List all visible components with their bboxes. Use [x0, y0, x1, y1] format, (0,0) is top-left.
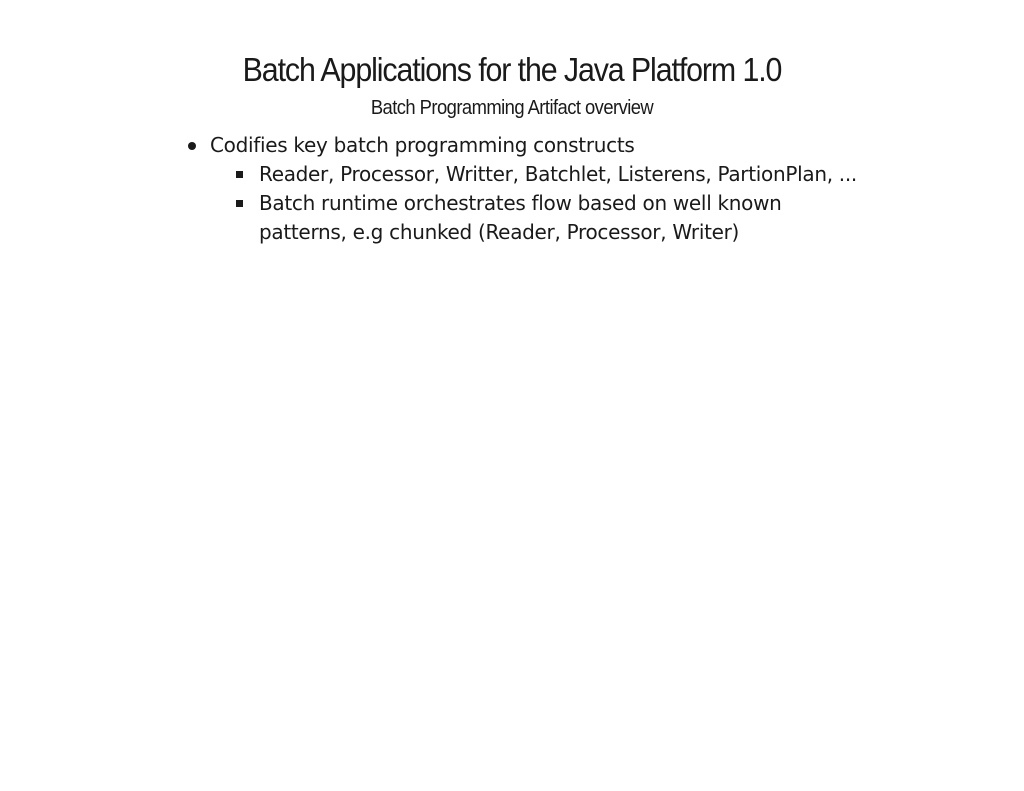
sub-bullet-text: Batch runtime orchestrates flow based on well known patterns, e.g chunked (Reader, Processor, Writer) — [259, 191, 782, 244]
sub-bullet-item — [210, 160, 859, 189]
square-bullet-icon — [236, 171, 243, 178]
sub-bullet-item — [210, 189, 859, 247]
round-bullet-icon — [188, 142, 196, 150]
square-bullet-icon — [236, 200, 243, 207]
bullet-text: Codifies key batch programming constructs — [210, 133, 635, 157]
slide-subtitle: Batch Programming Artifact overview — [370, 97, 654, 119]
sub-bullet-text: Reader, Processor, Writter, Batchlet, Listerens, PartionPlan, ... — [259, 162, 857, 186]
bullet-item — [188, 131, 888, 247]
bullet-list — [188, 131, 888, 247]
slide-title: Batch Applications for the Java Platform 1.0 — [242, 51, 782, 88]
sub-bullet-list — [210, 160, 888, 247]
